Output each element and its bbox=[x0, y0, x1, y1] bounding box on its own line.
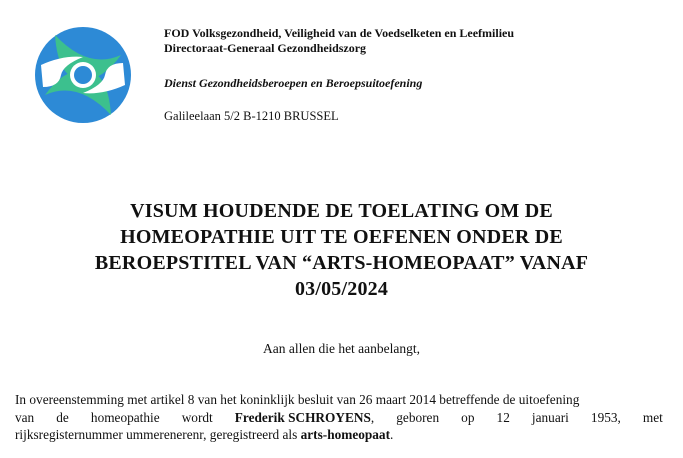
body-word: januari bbox=[531, 409, 569, 425]
body-word: op bbox=[461, 409, 475, 425]
registry-label: rijksregisternummer bbox=[15, 427, 123, 442]
document-header bbox=[164, 26, 664, 124]
person-name-group: Frederik SCHROYENS, bbox=[234, 409, 375, 425]
body-word: 12 bbox=[496, 409, 510, 425]
address: Galileelaan 5/2 B-1210 BRUSSEL bbox=[164, 109, 339, 123]
body-paragraph bbox=[15, 391, 663, 444]
salutation: Aan allen die het aanbelangt, bbox=[262, 341, 421, 356]
registry-number: ummerenerenr bbox=[126, 427, 204, 442]
logo-center-dot bbox=[74, 66, 92, 84]
document-title bbox=[40, 198, 643, 302]
body-word: 1953, bbox=[590, 409, 621, 425]
body-line3 bbox=[15, 426, 663, 444]
title-line3: BEROEPSTITEL VAN “ARTS-HOMEOPAAT” VANAF bbox=[94, 252, 589, 274]
body-word: homeopathie bbox=[90, 409, 160, 425]
registered-title: arts-homeopaat bbox=[300, 427, 390, 442]
title-line2: HOMEOPATHIE UIT TE OEFENEN ONDER DE bbox=[120, 226, 563, 248]
person-name: Frederik SCHROYENS bbox=[234, 409, 371, 425]
title-line4: 03/05/2024 bbox=[294, 278, 389, 300]
body-line2 bbox=[15, 409, 663, 427]
title-line1: VISUM HOUDENDE DE TOELATING OM DE bbox=[130, 200, 553, 222]
org-name-line1: FOD Volksgezondheid, Veiligheid van de Voedselketen en Leefmilieu bbox=[164, 26, 515, 40]
body-word: wordt bbox=[181, 409, 213, 425]
fod-logo bbox=[33, 25, 133, 125]
fod-logo-icon bbox=[33, 25, 133, 125]
body-word: de bbox=[56, 409, 69, 425]
registered-label: , geregistreerd als bbox=[203, 427, 301, 442]
body-word: van bbox=[15, 409, 35, 425]
period: . bbox=[390, 427, 394, 442]
body-line1: In overeenstemming met artikel 8 van het koninklijk besluit van 26 maart 2014 betreffende de uitoefening bbox=[15, 392, 580, 407]
body-word: geboren bbox=[396, 409, 440, 425]
service-name: Dienst Gezondheidsberoepen en Beroepsuitoefening bbox=[164, 76, 423, 90]
body-word: met bbox=[642, 409, 663, 425]
org-name-line2: Directoraat-Generaal Gezondheidszorg bbox=[164, 41, 367, 55]
